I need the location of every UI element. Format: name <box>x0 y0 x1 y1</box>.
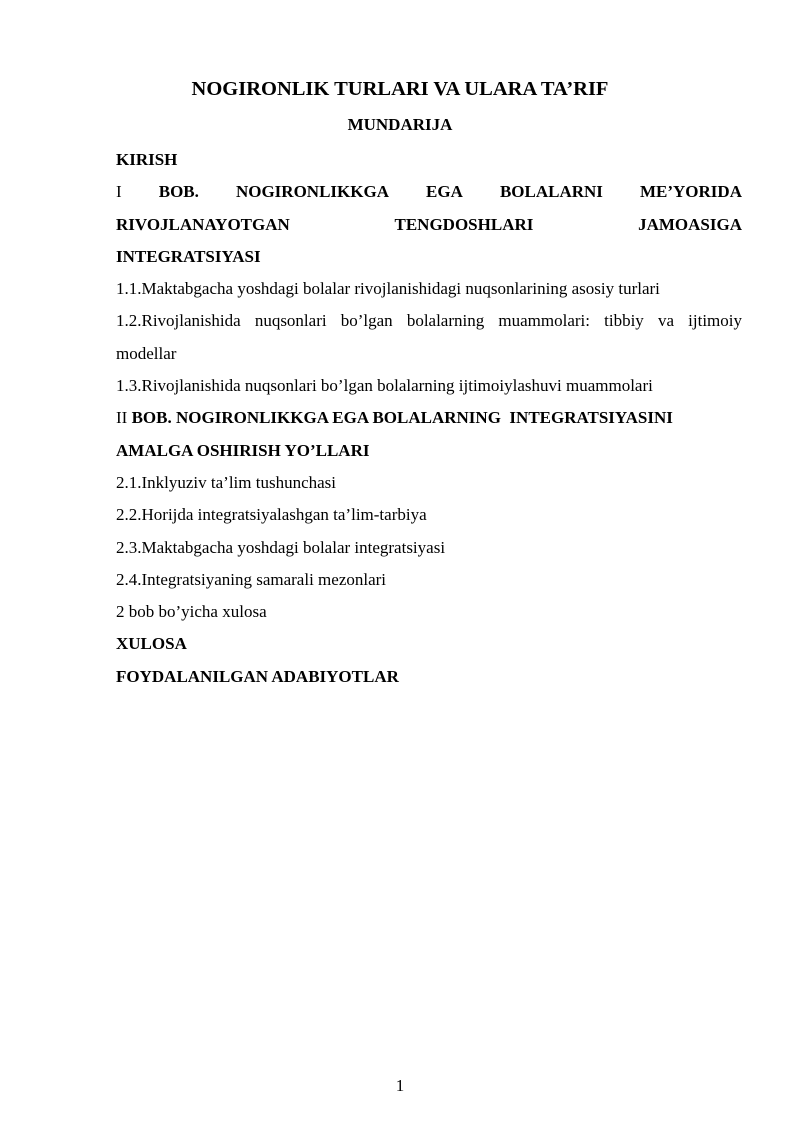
toc-chapter2-line1 <box>116 402 742 434</box>
toc-item-1-1: 1.1.Maktabgacha yoshdagi bolalar rivojlanishidagi nuqsonlarining asosiy turlari <box>116 279 660 299</box>
chapter1-word: BOLALARNI <box>499 182 603 202</box>
toc-item-2-4: 2.4.Integratsiyaning samarali mezonlari <box>116 569 387 589</box>
chapter1-word: EGA <box>426 182 463 202</box>
toc-item-2-2: 2.2.Horijda integratsiyalashgan ta’lim-tarbiya <box>116 505 427 525</box>
toc-item-2-3: 2.3.Maktabgacha yoshdagi bolalar integratsiyasi <box>116 537 446 557</box>
toc-chapter1-line2 <box>116 209 742 241</box>
chapter2-numeral: II <box>116 408 128 428</box>
toc-item-1-2: 1.2.Rivojlanishida nuqsonlari bo’lgan bolalarning muammolari: tibbiy va ijtimoiy <box>116 311 742 331</box>
chapter2-title: BOB. NOGIRONLIKKGA EGA BOLALARNING INTEGRATSIYASINI <box>131 408 673 428</box>
chapter1-word: NOGIRONLIKKGA <box>235 182 389 202</box>
chapter1-word: ME’YORIDA <box>639 182 742 202</box>
chapter1-numeral: I <box>116 182 122 202</box>
chapter1-word: TENGDOSHLARI <box>394 214 534 234</box>
toc-item-1-2-continuation: modellar <box>116 343 177 363</box>
toc-item-intro: KIRISH <box>116 150 178 169</box>
toc-heading: MUNDARIJA <box>347 115 453 134</box>
document-title: NOGIRONLIK TURLARI VA ULARA TA’RIF <box>191 78 609 100</box>
toc-item-2-1: 2.1.Inklyuziv ta’lim tushunchasi <box>116 472 337 492</box>
chapter1-word: JAMOASIGA <box>638 214 742 234</box>
toc-chapter1-line3: INTEGRATSIYASI <box>116 246 261 266</box>
toc-chapter2-line2: AMALGA OSHIRISH YO’LLARI <box>116 440 370 460</box>
toc-chapter1-line1 <box>116 176 742 208</box>
chapter1-word: BOB. <box>158 182 199 202</box>
toc-item-1-3: 1.3.Rivojlanishida nuqsonlari bo’lgan bolalarning ijtimoiylashuvi muammolari <box>116 376 653 396</box>
page-number: 1 <box>395 1076 405 1095</box>
toc-item-conclusion: XULOSA <box>116 634 187 654</box>
table-of-contents <box>116 144 742 693</box>
chapter1-word: RIVOJLANAYOTGAN <box>116 214 290 234</box>
toc-item-chapter2-conclusion: 2 bob bo’yicha xulosa <box>116 602 267 622</box>
toc-item-references: FOYDALANILGAN ADABIYOTLAR <box>116 666 399 686</box>
